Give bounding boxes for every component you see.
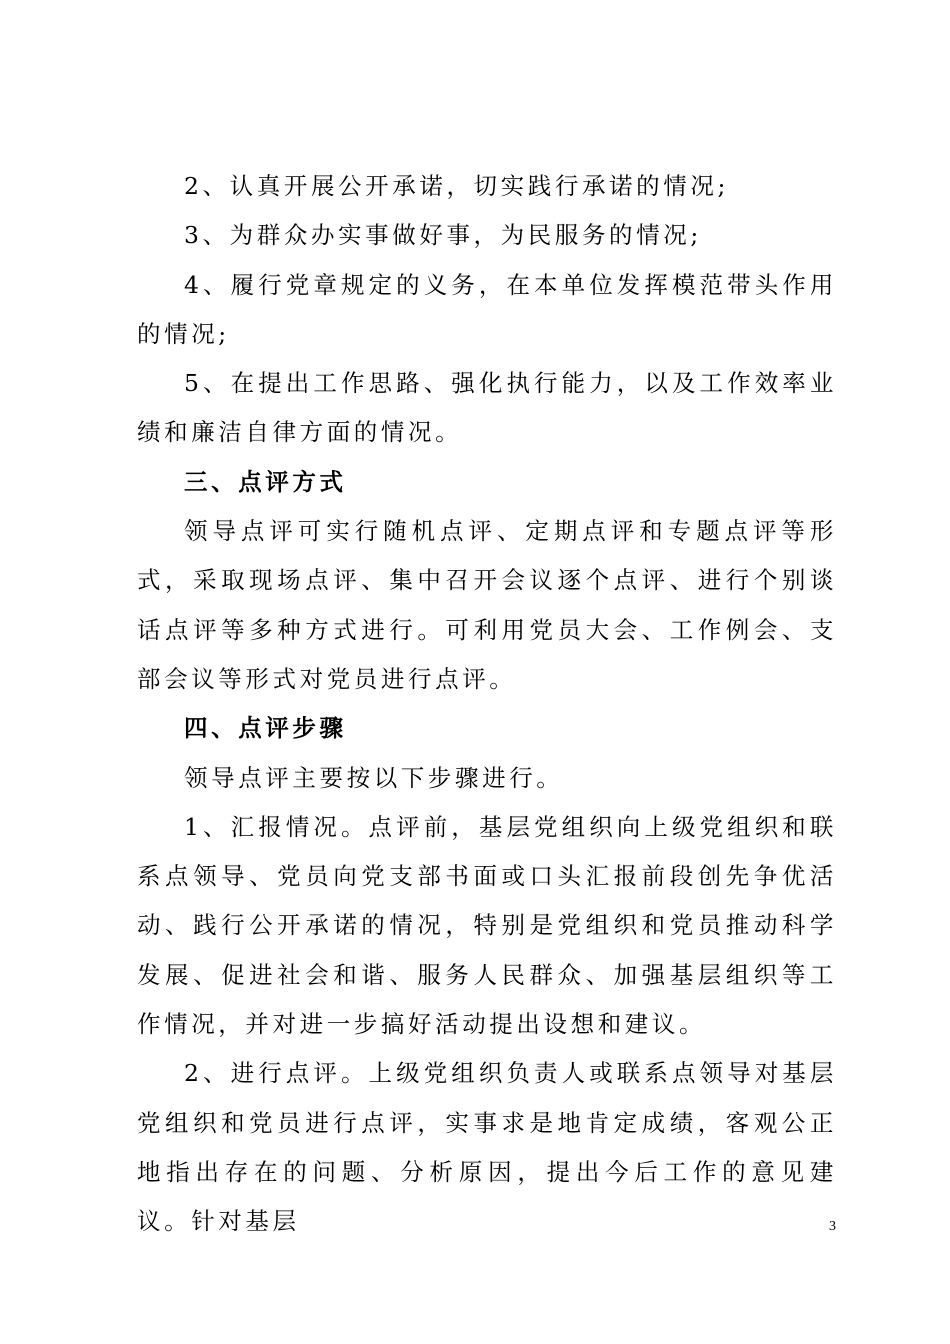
paragraph-step-2: 2、进行点评。上级党组织负责人或联系点领导对基层党组织和党员进行点评，实事求是地肯定成绩，客观公正地指出存在的问题、分析原因，提出今后工作的意见建议。针对基层 — [137, 1059, 837, 1236]
paragraph-steps-intro: 领导点评主要按以下步骤进行。 — [184, 763, 564, 792]
page-number: 3 — [829, 1219, 836, 1234]
list-item-3: 3、为群众办实事做好事，为民服务的情况; — [184, 221, 702, 250]
document-body — [137, 162, 837, 1247]
paragraph-step-1: 1、汇报情况。点评前，基层党组织向上级党组织和联系点领导、党员向党支部书面或口头汇报前段创先争优活动、践行公开承诺的情况，特别是党组织和党员推动科学发展、促进社会和谐、服务人民群众、加强基层组织等工作情况，并对进一步搞好活动提出设想和建议。 — [137, 812, 837, 1039]
list-item-4: 4、履行党章规定的义务，在本单位发挥模范带头作用的情况; — [137, 270, 837, 348]
section-heading-review-method: 三、点评方式 — [184, 467, 347, 496]
list-item-2: 2、认真开展公开承诺，切实践行承诺的情况; — [184, 172, 729, 200]
section-heading-review-steps: 四、点评步骤 — [184, 714, 347, 743]
paragraph-review-method: 领导点评可实行随机点评、定期点评和专题点评等形式，采取现场点评、集中召开会议逐个点评、进行个别谈话点评等多种方式进行。可利用党员大会、工作例会、支部会议等形式对党员进行点评。 — [137, 517, 837, 693]
list-item-5: 5、在提出工作思路、强化执行能力，以及工作效率业绩和廉洁自律方面的情况。 — [137, 369, 837, 447]
